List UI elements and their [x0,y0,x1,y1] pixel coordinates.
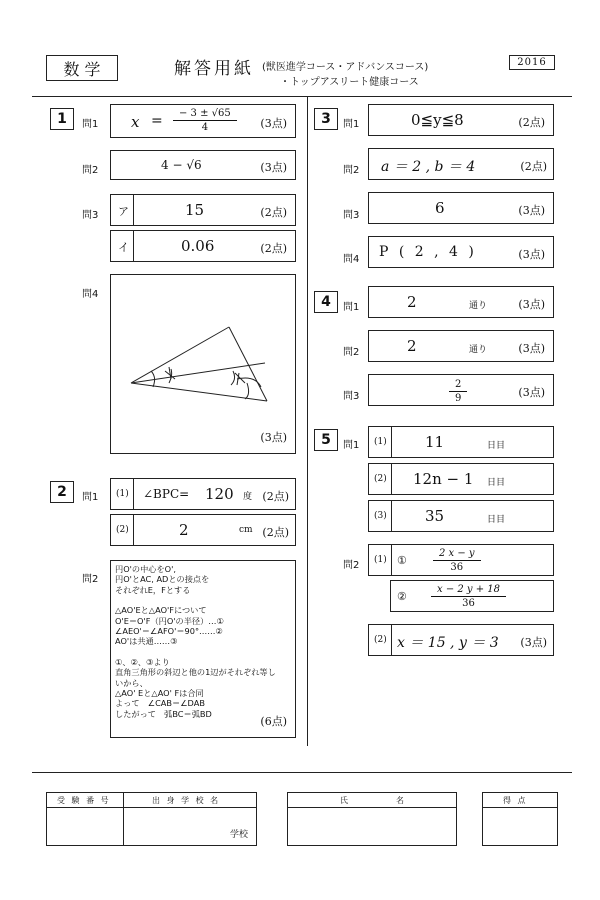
s3-q2-box[interactable] [368,148,554,180]
s2-q1-p2-label: (2) [116,525,129,535]
s3-q1-label: 問1 [343,119,360,130]
s4-q1-label: 問1 [343,302,360,313]
arc-5 [245,383,249,399]
s5-q1-p2-label: (2) [374,474,387,484]
s1-q4-points: (3点) [260,431,287,444]
arc-1 [151,371,155,387]
s4-q3-points: (3点) [518,386,545,399]
s3-q1-box[interactable] [368,104,554,136]
s5-q2-p2-answer: x ＝ 15 , y ＝ 3 [397,635,499,651]
proof-line: したがって 弧BC＝弧BD [115,708,212,719]
s5-q2-c2-box[interactable] [390,580,554,612]
s1-q2-answer: 4 − √6 [161,158,202,172]
s3-q3-box[interactable] [368,192,554,224]
s3-q4-box[interactable] [368,236,554,268]
center-divider [307,96,308,746]
course-line-2: ・トップアスリート健康コース [280,77,419,88]
s1-q3-label: 問3 [82,210,99,221]
s5-q1-p1-box[interactable] [368,426,554,458]
s2-q1-p2-points: (2点) [262,526,289,539]
s3-q3-answer: 6 [435,199,445,217]
s2-q1-p1-unit: 度 [243,492,253,502]
s5-q2-c1-fraction [433,547,481,574]
triangle-side-ab [131,327,229,383]
arc-3 [231,371,235,385]
exam-number-header: 受 験 番 号 [57,796,111,805]
section-4-number: 4 [314,291,338,313]
name-header-left: 氏 [340,796,350,805]
s5-q2-p2-divider [391,625,392,655]
s5-q1-p1-unit: 日目 [487,441,506,451]
proof-line: よって ∠CAB＝∠DAB [115,698,205,709]
s5-q2-c1-denominator: 36 [450,562,464,573]
bisector-line [131,363,265,383]
score-box[interactable] [482,792,558,846]
s5-q1-p1-label: (1) [374,437,387,447]
proof-line: ①、②、③より [115,656,170,667]
s5-q1-p2-unit: 日目 [487,478,506,488]
s4-q1-points: (3点) [518,298,545,311]
s4-q3-denominator: 9 [455,393,462,404]
s2-q1-p1-value: 120 [205,485,234,503]
s1-q2-label: 問2 [82,165,99,176]
s2-q1-p2-box[interactable] [110,514,296,546]
s1-q3-a-label: ア [118,205,129,218]
s3-q4-points: (3点) [518,248,545,261]
proof-line: それぞれE，Fとする [115,584,191,595]
section-2-number: 2 [50,481,74,503]
s2-q1-p1-box[interactable] [110,478,296,510]
s5-q2-p2-box[interactable] [368,624,554,656]
s5-q1-p1-value: 11 [425,433,445,451]
s5-q1-p3-divider [391,501,392,531]
s1-q3-a-box[interactable] [110,194,296,226]
s4-q3-fraction [449,378,467,405]
proof-line: 円O'の中心をO', [115,564,176,574]
year: 2016 [517,57,547,68]
s2-q2-box[interactable] [110,560,296,738]
proof-line: いから、 [115,677,148,688]
s4-q1-unit: 通り [469,301,488,311]
s4-q2-unit: 通り [469,345,488,355]
s4-q3-box[interactable] [368,374,554,406]
s5-q2-c1-label: ① [397,554,407,567]
sheet-title: 解答用紙 [174,59,254,79]
s1-q2-points: (3点) [260,161,287,174]
school-box[interactable] [123,792,257,846]
s1-q3-a-value: 15 [185,201,205,219]
s5-q2-label: 問2 [343,560,360,571]
s5-q1-p3-box[interactable] [368,500,554,532]
s1-q4-label: 問4 [82,289,99,300]
s3-q1-answer: 0≦y≦8 [411,111,464,129]
s2-q1-p1-divider [133,479,134,509]
name-header-right: 名 [396,796,406,805]
arc-4 [237,378,261,387]
subject-box [46,55,118,81]
s1-q1-eq: = [151,113,163,129]
proof-line: 直角三角形の斜辺と他の1辺がそれぞれ等し [115,667,276,678]
construction-drawing [111,275,295,453]
top-rule [32,96,572,97]
s3-q3-points: (3点) [518,204,545,217]
s1-q1-label: 問1 [82,119,99,130]
proof-text [115,564,276,719]
s5-q1-label: 問1 [343,440,360,451]
s4-q2-answer: 2 [407,337,417,355]
s1-q4-box[interactable] [110,274,296,454]
s5-q1-p2-divider [391,464,392,494]
bottom-rule [32,772,572,773]
section-3-number: 3 [314,108,338,130]
proof-line: △AO'Eと△AO'Fについて [115,605,207,616]
s4-q2-points: (3点) [518,342,545,355]
s3-q4-answer: P ( 2 , 4 ) [379,244,477,260]
s4-q1-answer: 2 [407,293,417,311]
course-line-1: (獣医進学コース・アドバンスコース) [262,62,429,73]
s5-q1-p3-value: 35 [425,507,445,525]
s5-q1-p3-label: (3) [374,511,387,521]
s4-q1-box[interactable] [368,286,554,318]
s3-q2-answer: a ＝ 2 , b ＝ 4 [381,159,476,175]
s2-q1-p2-divider [133,515,134,545]
s3-q3-label: 問3 [343,210,360,221]
s4-q2-label: 問2 [343,347,360,358]
s1-q3-i-value: 0.06 [181,237,215,255]
s5-q1-p1-divider [391,427,392,457]
subject: 数 学 [63,59,101,79]
year-box [509,55,555,70]
section-1-number: 1 [50,108,74,130]
s1-q1-denominator: 4 [201,122,209,133]
name-box[interactable] [287,792,457,846]
s5-q2-p2-label: (2) [374,635,387,645]
s2-q1-p1-prefix: ∠BPC= [143,487,190,501]
s2-q1-p1-points: (2点) [262,490,289,503]
s3-q2-label: 問2 [343,165,360,176]
proof-line: AO'は共通……③ [115,636,178,647]
s3-q4-label: 問4 [343,254,360,265]
s3-q1-points: (2点) [518,116,545,129]
s5-q2-c1-numerator: 2 x − y [433,547,481,561]
s4-q3-label: 問3 [343,391,360,402]
s1-q1-numerator: − 3 ± √65 [173,107,237,121]
s2-q1-label: 問1 [82,492,99,503]
proof-line [115,647,276,657]
proof-line: 円O'とAC, ADとの接点を [115,574,210,585]
s4-q2-box[interactable] [368,330,554,362]
proof-line [115,595,276,605]
s1-q3-i-divider [133,231,134,261]
s1-q3-a-divider [133,195,134,225]
proof-line: O'E＝O'F（円O'の半径）…① [115,615,224,626]
s1-q3-i-box[interactable] [110,230,296,262]
s1-q3-a-points: (2点) [260,206,287,219]
s5-q2-p1-divider [391,545,392,575]
s1-q1-box[interactable] [110,104,296,138]
s5-q2-p1-box[interactable] [368,544,554,576]
s1-q3-i-points: (2点) [260,242,287,255]
s2-q1-p2-unit: cm [239,525,253,535]
s5-q2-c2-denominator: 36 [462,598,475,609]
s5-q1-p2-value: 12n − 1 [413,470,474,488]
s2-q2-points: (6点) [260,715,287,728]
school-suffix: 学校 [229,830,248,840]
exam-number-box[interactable] [46,792,124,846]
s5-q2-c2-fraction [431,583,506,610]
s1-q1-points: (3点) [260,117,287,130]
s1-q1-fraction [173,107,237,134]
proof-line: △AO' Eと△AO' Fは合同 [115,688,204,699]
s5-q1-p3-unit: 日目 [487,515,506,525]
s2-q2-label: 問2 [82,574,99,585]
score-header: 得 点 [503,796,528,805]
s2-q1-p2-value: 2 [179,521,189,539]
s2-q1-p1-label: (1) [116,489,129,499]
school-header: 出 身 学 校 名 [152,796,221,805]
proof-line: ∠AEO'＝∠AFO'＝90°……② [115,626,223,637]
s5-q1-p2-box[interactable] [368,463,554,495]
s3-q2-points: (2点) [520,160,547,173]
s5-q2-c2-label: ② [397,590,407,603]
s5-q2-c2-numerator: x − 2 y + 18 [431,583,506,597]
s1-q1-x: x [131,113,140,131]
section-5-number: 5 [314,429,338,451]
s1-q3-i-label: イ [118,241,129,254]
s4-q3-numerator: 2 [449,378,467,392]
s1-q2-box[interactable] [110,150,296,180]
s5-q2-p1-label: (1) [374,555,387,565]
s5-q2-p2-points: (3点) [520,636,547,649]
